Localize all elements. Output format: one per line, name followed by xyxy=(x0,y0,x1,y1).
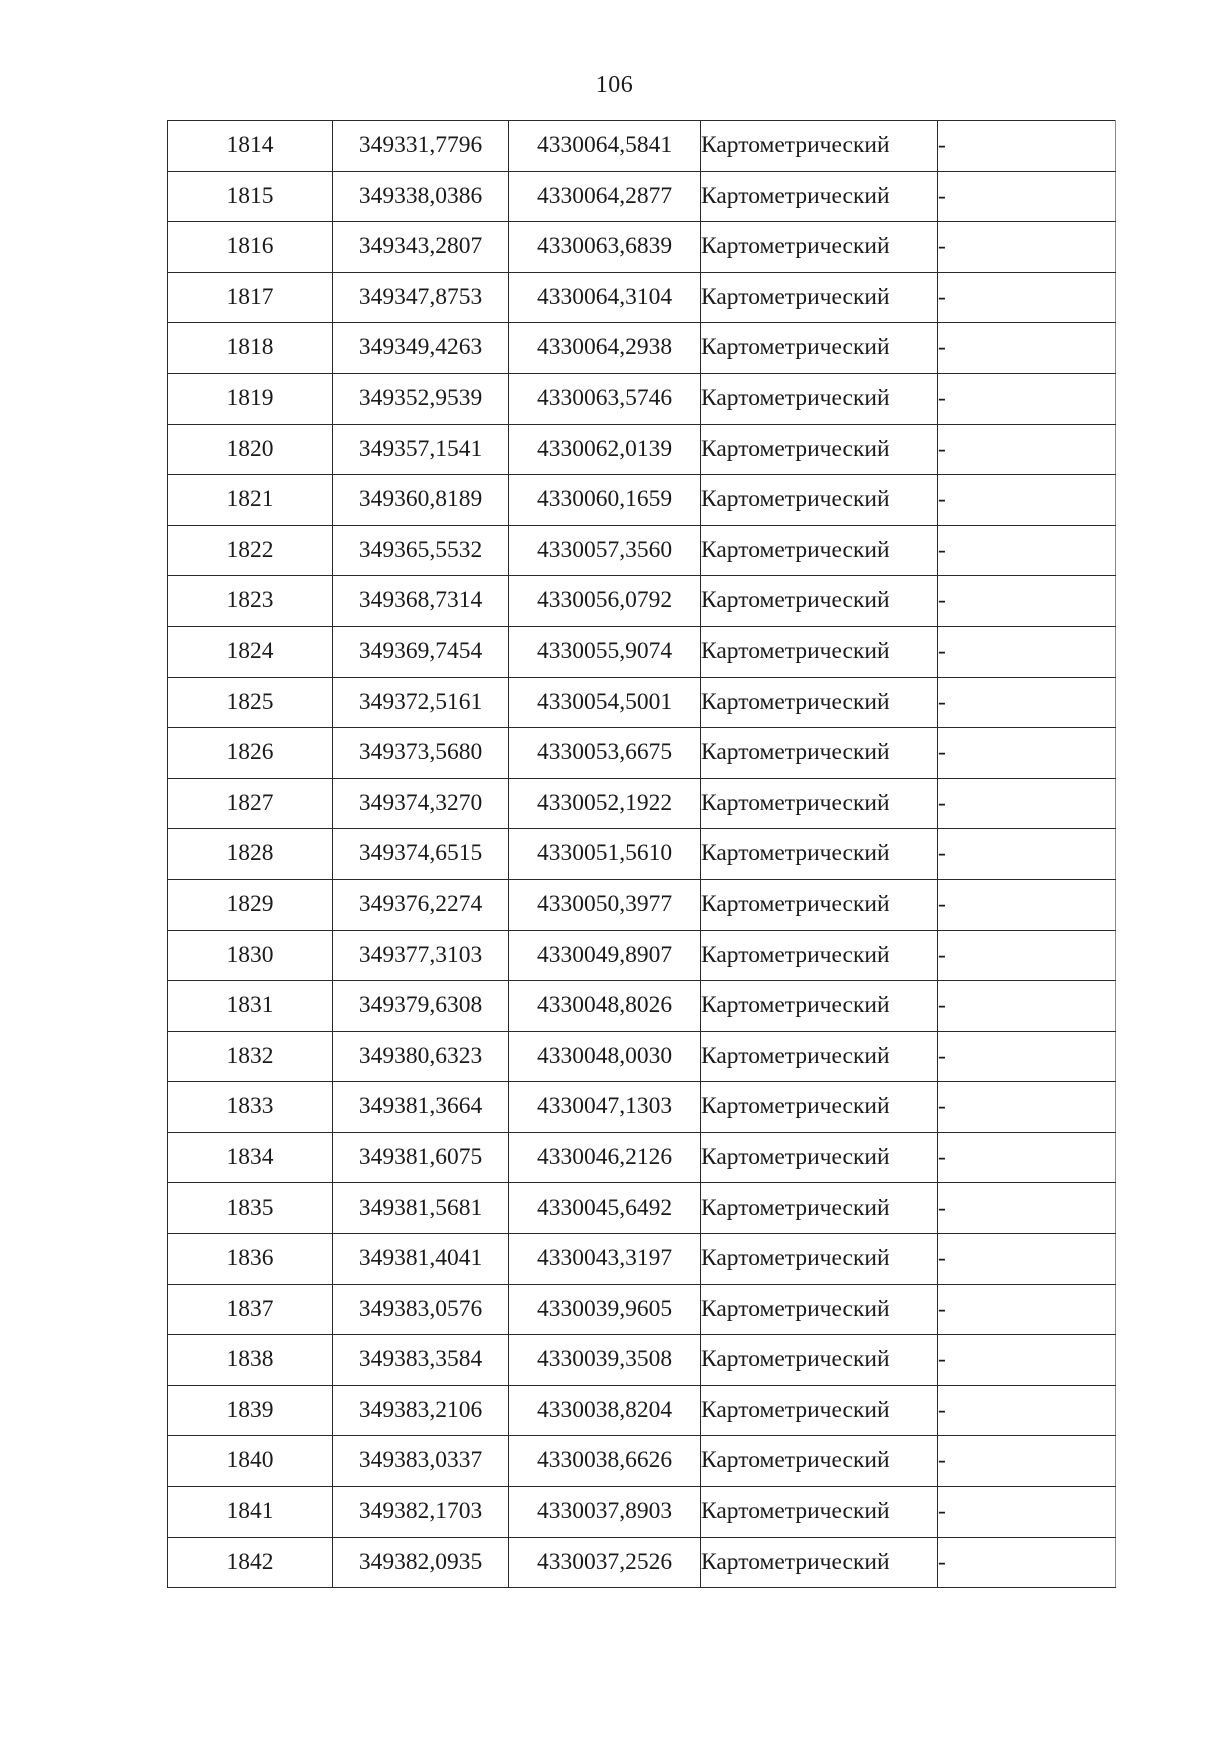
point-number-cell: 1830 xyxy=(168,930,333,981)
point-number-cell: 1833 xyxy=(168,1082,333,1133)
y-coordinate-cell: 4330046,2126 xyxy=(509,1132,701,1183)
table-row xyxy=(168,930,1116,981)
table-row xyxy=(168,373,1116,424)
note-cell: - xyxy=(938,829,1116,880)
method-cell: Картометрический xyxy=(701,1284,938,1335)
method-cell: Картометрический xyxy=(701,626,938,677)
y-coordinate-cell: 4330043,3197 xyxy=(509,1234,701,1285)
table-row xyxy=(168,1031,1116,1082)
method-cell: Картометрический xyxy=(701,576,938,627)
x-coordinate-cell: 349381,6075 xyxy=(333,1132,509,1183)
x-coordinate-cell: 349331,7796 xyxy=(333,121,509,172)
note-cell: - xyxy=(938,576,1116,627)
y-coordinate-cell: 4330053,6675 xyxy=(509,728,701,779)
note-cell: - xyxy=(938,171,1116,222)
table-row xyxy=(168,1132,1116,1183)
note-cell: - xyxy=(938,930,1116,981)
point-number-cell: 1835 xyxy=(168,1183,333,1234)
table-row xyxy=(168,1284,1116,1335)
y-coordinate-cell: 4330051,5610 xyxy=(509,829,701,880)
point-number-cell: 1817 xyxy=(168,272,333,323)
note-cell: - xyxy=(938,525,1116,576)
note-cell: - xyxy=(938,475,1116,526)
x-coordinate-cell: 349338,0386 xyxy=(333,171,509,222)
table-row xyxy=(168,677,1116,728)
y-coordinate-cell: 4330045,6492 xyxy=(509,1183,701,1234)
table-row xyxy=(168,1183,1116,1234)
note-cell: - xyxy=(938,1031,1116,1082)
y-coordinate-cell: 4330037,2526 xyxy=(509,1537,701,1588)
point-number-cell: 1840 xyxy=(168,1436,333,1487)
table-row xyxy=(168,879,1116,930)
table-row xyxy=(168,1487,1116,1538)
table-row xyxy=(168,222,1116,273)
table-row xyxy=(168,626,1116,677)
note-cell: - xyxy=(938,1436,1116,1487)
note-cell: - xyxy=(938,1284,1116,1335)
method-cell: Картометрический xyxy=(701,424,938,475)
method-cell: Картометрический xyxy=(701,1385,938,1436)
table-row xyxy=(168,1234,1116,1285)
y-coordinate-cell: 4330052,1922 xyxy=(509,778,701,829)
table-row xyxy=(168,981,1116,1032)
y-coordinate-cell: 4330049,8907 xyxy=(509,930,701,981)
x-coordinate-cell: 349343,2807 xyxy=(333,222,509,273)
method-cell: Картометрический xyxy=(701,1031,938,1082)
x-coordinate-cell: 349382,1703 xyxy=(333,1487,509,1538)
y-coordinate-cell: 4330063,5746 xyxy=(509,373,701,424)
method-cell: Картометрический xyxy=(701,1082,938,1133)
y-coordinate-cell: 4330064,2938 xyxy=(509,323,701,374)
x-coordinate-cell: 349383,3584 xyxy=(333,1335,509,1386)
point-number-cell: 1827 xyxy=(168,778,333,829)
point-number-cell: 1819 xyxy=(168,373,333,424)
table-row xyxy=(168,728,1116,779)
y-coordinate-cell: 4330064,2877 xyxy=(509,171,701,222)
table-row xyxy=(168,778,1116,829)
x-coordinate-cell: 349357,1541 xyxy=(333,424,509,475)
x-coordinate-cell: 349347,8753 xyxy=(333,272,509,323)
table-row xyxy=(168,576,1116,627)
point-number-cell: 1834 xyxy=(168,1132,333,1183)
note-cell: - xyxy=(938,1487,1116,1538)
x-coordinate-cell: 349381,5681 xyxy=(333,1183,509,1234)
note-cell: - xyxy=(938,1183,1116,1234)
note-cell: - xyxy=(938,981,1116,1032)
note-cell: - xyxy=(938,373,1116,424)
x-coordinate-cell: 349377,3103 xyxy=(333,930,509,981)
y-coordinate-cell: 4330039,3508 xyxy=(509,1335,701,1386)
method-cell: Картометрический xyxy=(701,981,938,1032)
note-cell: - xyxy=(938,272,1116,323)
y-coordinate-cell: 4330048,8026 xyxy=(509,981,701,1032)
y-coordinate-cell: 4330047,1303 xyxy=(509,1082,701,1133)
x-coordinate-cell: 349383,2106 xyxy=(333,1385,509,1436)
x-coordinate-cell: 349383,0337 xyxy=(333,1436,509,1487)
method-cell: Картометрический xyxy=(701,1537,938,1588)
x-coordinate-cell: 349349,4263 xyxy=(333,323,509,374)
y-coordinate-cell: 4330038,6626 xyxy=(509,1436,701,1487)
method-cell: Картометрический xyxy=(701,1335,938,1386)
y-coordinate-cell: 4330038,8204 xyxy=(509,1385,701,1436)
method-cell: Картометрический xyxy=(701,1487,938,1538)
x-coordinate-cell: 349379,6308 xyxy=(333,981,509,1032)
table-row xyxy=(168,1537,1116,1588)
x-coordinate-cell: 349368,7314 xyxy=(333,576,509,627)
point-number-cell: 1837 xyxy=(168,1284,333,1335)
method-cell: Картометрический xyxy=(701,272,938,323)
point-number-cell: 1825 xyxy=(168,677,333,728)
x-coordinate-cell: 349373,5680 xyxy=(333,728,509,779)
y-coordinate-cell: 4330060,1659 xyxy=(509,475,701,526)
note-cell: - xyxy=(938,1132,1116,1183)
x-coordinate-cell: 349372,5161 xyxy=(333,677,509,728)
point-number-cell: 1814 xyxy=(168,121,333,172)
page-number: 106 xyxy=(595,72,634,98)
point-number-cell: 1823 xyxy=(168,576,333,627)
x-coordinate-cell: 349374,6515 xyxy=(333,829,509,880)
note-cell: - xyxy=(938,1385,1116,1436)
table-row xyxy=(168,171,1116,222)
method-cell: Картометрический xyxy=(701,1234,938,1285)
y-coordinate-cell: 4330063,6839 xyxy=(509,222,701,273)
method-cell: Картометрический xyxy=(701,1436,938,1487)
point-number-cell: 1815 xyxy=(168,171,333,222)
method-cell: Картометрический xyxy=(701,829,938,880)
method-cell: Картометрический xyxy=(701,778,938,829)
point-number-cell: 1822 xyxy=(168,525,333,576)
table-row xyxy=(168,272,1116,323)
note-cell: - xyxy=(938,323,1116,374)
note-cell: - xyxy=(938,121,1116,172)
y-coordinate-cell: 4330039,9605 xyxy=(509,1284,701,1335)
method-cell: Картометрический xyxy=(701,1132,938,1183)
y-coordinate-cell: 4330055,9074 xyxy=(509,626,701,677)
method-cell: Картометрический xyxy=(701,222,938,273)
x-coordinate-cell: 349381,4041 xyxy=(333,1234,509,1285)
point-number-cell: 1818 xyxy=(168,323,333,374)
note-cell: - xyxy=(938,424,1116,475)
point-number-cell: 1829 xyxy=(168,879,333,930)
x-coordinate-cell: 349382,0935 xyxy=(333,1537,509,1588)
coordinates-table-body xyxy=(168,121,1116,1588)
method-cell: Картометрический xyxy=(701,930,938,981)
table-row xyxy=(168,323,1116,374)
x-coordinate-cell: 349352,9539 xyxy=(333,373,509,424)
note-cell: - xyxy=(938,879,1116,930)
x-coordinate-cell: 349383,0576 xyxy=(333,1284,509,1335)
point-number-cell: 1826 xyxy=(168,728,333,779)
note-cell: - xyxy=(938,1335,1116,1386)
method-cell: Картометрический xyxy=(701,728,938,779)
table-row xyxy=(168,525,1116,576)
note-cell: - xyxy=(938,778,1116,829)
y-coordinate-cell: 4330057,3560 xyxy=(509,525,701,576)
x-coordinate-cell: 349381,3664 xyxy=(333,1082,509,1133)
y-coordinate-cell: 4330056,0792 xyxy=(509,576,701,627)
y-coordinate-cell: 4330054,5001 xyxy=(509,677,701,728)
point-number-cell: 1824 xyxy=(168,626,333,677)
method-cell: Картометрический xyxy=(701,171,938,222)
point-number-cell: 1821 xyxy=(168,475,333,526)
table-row xyxy=(168,1082,1116,1133)
table-row xyxy=(168,121,1116,172)
x-coordinate-cell: 349374,3270 xyxy=(333,778,509,829)
point-number-cell: 1842 xyxy=(168,1537,333,1588)
y-coordinate-cell: 4330062,0139 xyxy=(509,424,701,475)
x-coordinate-cell: 349365,5532 xyxy=(333,525,509,576)
point-number-cell: 1832 xyxy=(168,1031,333,1082)
point-number-cell: 1828 xyxy=(168,829,333,880)
note-cell: - xyxy=(938,1234,1116,1285)
point-number-cell: 1836 xyxy=(168,1234,333,1285)
table-row xyxy=(168,829,1116,880)
y-coordinate-cell: 4330037,8903 xyxy=(509,1487,701,1538)
note-cell: - xyxy=(938,222,1116,273)
note-cell: - xyxy=(938,728,1116,779)
method-cell: Картометрический xyxy=(701,475,938,526)
table-row xyxy=(168,475,1116,526)
point-number-cell: 1816 xyxy=(168,222,333,273)
point-number-cell: 1839 xyxy=(168,1385,333,1436)
method-cell: Картометрический xyxy=(701,879,938,930)
point-number-cell: 1838 xyxy=(168,1335,333,1386)
y-coordinate-cell: 4330050,3977 xyxy=(509,879,701,930)
note-cell: - xyxy=(938,1537,1116,1588)
method-cell: Картометрический xyxy=(701,525,938,576)
table-row xyxy=(168,1436,1116,1487)
x-coordinate-cell: 349380,6323 xyxy=(333,1031,509,1082)
x-coordinate-cell: 349369,7454 xyxy=(333,626,509,677)
method-cell: Картометрический xyxy=(701,121,938,172)
point-number-cell: 1831 xyxy=(168,981,333,1032)
x-coordinate-cell: 349376,2274 xyxy=(333,879,509,930)
table-row xyxy=(168,1335,1116,1386)
table-row xyxy=(168,1385,1116,1436)
coordinates-table xyxy=(167,120,1116,1588)
x-coordinate-cell: 349360,8189 xyxy=(333,475,509,526)
point-number-cell: 1841 xyxy=(168,1487,333,1538)
y-coordinate-cell: 4330064,3104 xyxy=(509,272,701,323)
note-cell: - xyxy=(938,1082,1116,1133)
method-cell: Картометрический xyxy=(701,677,938,728)
note-cell: - xyxy=(938,626,1116,677)
point-number-cell: 1820 xyxy=(168,424,333,475)
y-coordinate-cell: 4330048,0030 xyxy=(509,1031,701,1082)
y-coordinate-cell: 4330064,5841 xyxy=(509,121,701,172)
method-cell: Картометрический xyxy=(701,373,938,424)
method-cell: Картометрический xyxy=(701,1183,938,1234)
note-cell: - xyxy=(938,677,1116,728)
method-cell: Картометрический xyxy=(701,323,938,374)
table-row xyxy=(168,424,1116,475)
